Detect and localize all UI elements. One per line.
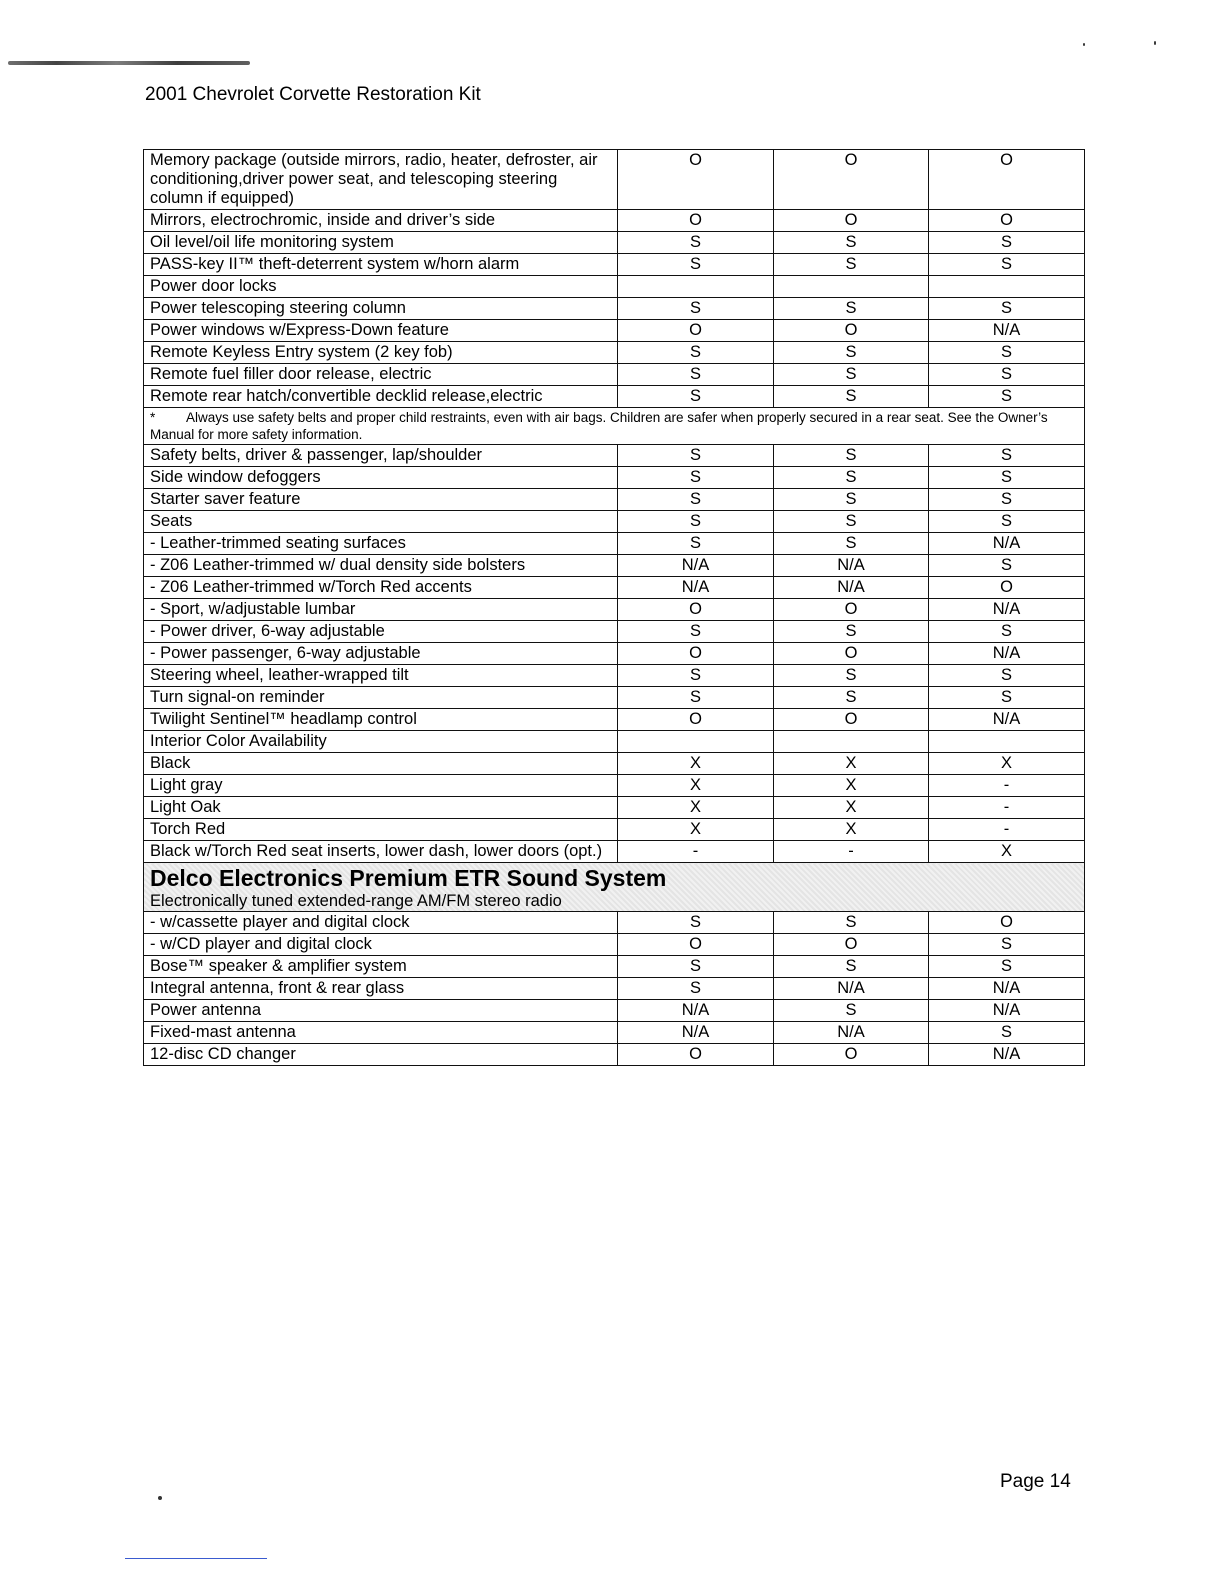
availability-cell-col1: S [618,298,774,320]
availability-cell-col1: O [618,599,774,621]
availability-cell-col3: N/A [929,978,1085,1000]
availability-cell-col2: S [774,386,929,408]
availability-cell-col2 [774,276,929,298]
feature-cell: Black w/Torch Red seat inserts, lower dash, lower doors (opt.) [144,841,618,863]
availability-cell-col1: X [618,753,774,775]
feature-cell: Memory package (outside mirrors, radio, heater, defroster, air conditioning,driver power seat, and telescoping steering column if equipped) [144,150,618,210]
availability-cell-col1: O [618,709,774,731]
bottom-rule [125,1558,267,1559]
document-title: 2001 Chevrolet Corvette Restoration Kit [145,84,481,105]
availability-cell-col3: N/A [929,1000,1085,1022]
feature-cell: Turn signal-on reminder [144,687,618,709]
sound-section-group [144,863,1085,912]
feature-cell: Steering wheel, leather-wrapped tilt [144,665,618,687]
availability-cell-col2: O [774,1044,929,1066]
availability-cell-col2: O [774,599,929,621]
feature-cell: 12-disc CD changer [144,1044,618,1066]
table-row [144,731,1085,753]
availability-cell-col3: S [929,489,1085,511]
feature-cell: Power door locks [144,276,618,298]
availability-cell-col2: S [774,665,929,687]
table-row [144,775,1085,797]
availability-cell-col2: O [774,210,929,232]
feature-cell: Oil level/oil life monitoring system [144,232,618,254]
availability-cell-col1 [618,731,774,753]
availability-cell-col1: X [618,775,774,797]
availability-cell-col1: O [618,1044,774,1066]
table-row [144,210,1085,232]
table-row [144,753,1085,775]
feature-cell: Power windows w/Express-Down feature [144,320,618,342]
availability-cell-col3: N/A [929,1044,1085,1066]
availability-cell-col3: S [929,232,1085,254]
availability-cell-col3 [929,276,1085,298]
availability-cell-col3: S [929,254,1085,276]
feature-cell: - Sport, w/adjustable lumbar [144,599,618,621]
feature-availability-table [143,149,1085,1066]
availability-cell-col1: N/A [618,555,774,577]
table-row [144,1044,1085,1066]
availability-cell-col3: S [929,511,1085,533]
availability-cell-col3: - [929,775,1085,797]
feature-cell: - Leather-trimmed seating surfaces [144,533,618,555]
feature-cell: Fixed-mast antenna [144,1022,618,1044]
availability-cell-col3: N/A [929,320,1085,342]
availability-cell-col2: S [774,912,929,934]
availability-cell-col2: O [774,320,929,342]
availability-cell-col3: O [929,577,1085,599]
table-row [144,956,1085,978]
feature-cell: Bose™ speaker & amplifier system [144,956,618,978]
availability-cell-col3: X [929,841,1085,863]
availability-cell-col3: - [929,797,1085,819]
table-row [144,687,1085,709]
feature-cell: Starter saver feature [144,489,618,511]
availability-cell-col2: S [774,342,929,364]
availability-cell-col1: X [618,819,774,841]
safety-note-text: Always use safety belts and proper child restraints, even with air bags. Children are safer when properly secured in a rear seat. See the Owner’s Manual for more safety information. [150,410,1048,442]
availability-cell-col3: O [929,150,1085,210]
feature-cell: Light Oak [144,797,618,819]
feature-cell: Remote fuel filler door release, electric [144,364,618,386]
table-row [144,797,1085,819]
availability-cell-col2: O [774,643,929,665]
availability-cell-col3: S [929,956,1085,978]
table-row [144,276,1085,298]
table-row [144,555,1085,577]
availability-cell-col3 [929,731,1085,753]
availability-cell-col1: O [618,210,774,232]
feature-cell: - w/cassette player and digital clock [144,912,618,934]
availability-cell-col1: S [618,342,774,364]
feature-cell: Interior Color Availability [144,731,618,753]
table-row [144,511,1085,533]
table-row [144,298,1085,320]
availability-cell-col1: S [618,511,774,533]
table-row [144,445,1085,467]
availability-cell-col3: S [929,934,1085,956]
availability-cell-col3: S [929,1022,1085,1044]
feature-cell: - Z06 Leather-trimmed w/Torch Red accents [144,577,618,599]
availability-cell-col3: O [929,210,1085,232]
scan-speck [1083,43,1085,46]
availability-cell-col2: S [774,467,929,489]
table-row [144,709,1085,731]
availability-cell-col1: S [618,665,774,687]
table-row [144,934,1085,956]
availability-cell-col1: S [618,687,774,709]
availability-cell-col1: S [618,489,774,511]
table-row [144,467,1085,489]
availability-cell-col1: S [618,978,774,1000]
availability-cell-col1: O [618,643,774,665]
availability-cell-col2: S [774,1000,929,1022]
table-group-c [144,912,1085,1066]
availability-cell-col1: S [618,956,774,978]
feature-cell: Remote rear hatch/convertible decklid release,electric [144,386,618,408]
table-row [144,621,1085,643]
availability-cell-col3: S [929,445,1085,467]
feature-cell: Torch Red [144,819,618,841]
table-row [144,254,1085,276]
sound-section-title: Delco Electronics Premium ETR Sound System [150,865,667,891]
availability-cell-col3: S [929,342,1085,364]
availability-cell-col3: N/A [929,599,1085,621]
availability-cell-col2: X [774,753,929,775]
feature-cell: Twilight Sentinel™ headlamp control [144,709,618,731]
availability-cell-col1: S [618,232,774,254]
safety-note [144,408,1085,445]
availability-cell-col3: S [929,687,1085,709]
table-row [144,232,1085,254]
scan-speck [1154,41,1156,45]
note-star: * [150,410,156,425]
availability-cell-col2: S [774,445,929,467]
availability-cell-col2 [774,731,929,753]
availability-cell-col3: O [929,912,1085,934]
feature-cell: - Power passenger, 6-way adjustable [144,643,618,665]
availability-cell-col2: S [774,956,929,978]
availability-cell-col2: S [774,364,929,386]
page-number: Page 14 [1000,1471,1071,1492]
table-row [144,643,1085,665]
availability-cell-col1: S [618,386,774,408]
availability-cell-col3: S [929,621,1085,643]
feature-cell: Integral antenna, front & rear glass [144,978,618,1000]
table-row [144,819,1085,841]
feature-cell: - w/CD player and digital clock [144,934,618,956]
table-row [144,533,1085,555]
feature-cell: Remote Keyless Entry system (2 key fob) [144,342,618,364]
table-row [144,912,1085,934]
table-row [144,386,1085,408]
availability-cell-col3: S [929,665,1085,687]
sound-section-header [144,863,1085,912]
table-row [144,150,1085,210]
availability-cell-col2: X [774,797,929,819]
availability-cell-col3: S [929,555,1085,577]
table-row [144,577,1085,599]
availability-cell-col2: X [774,819,929,841]
table-row [144,489,1085,511]
availability-cell-col2: O [774,150,929,210]
feature-cell: - Power driver, 6-way adjustable [144,621,618,643]
feature-cell: Seats [144,511,618,533]
feature-cell: Safety belts, driver & passenger, lap/shoulder [144,445,618,467]
availability-cell-col3: S [929,467,1085,489]
availability-cell-col2: N/A [774,978,929,1000]
availability-cell-col3: - [929,819,1085,841]
table-row [144,320,1085,342]
availability-cell-col2: S [774,232,929,254]
table-group-a [144,150,1085,408]
feature-cell: Side window defoggers [144,467,618,489]
availability-cell-col2: S [774,621,929,643]
availability-cell-col1: S [618,445,774,467]
availability-cell-col1: S [618,621,774,643]
availability-cell-col1: N/A [618,1000,774,1022]
feature-cell: Black [144,753,618,775]
availability-cell-col3: N/A [929,643,1085,665]
feature-cell: Mirrors, electrochromic, inside and driver’s side [144,210,618,232]
availability-cell-col3: N/A [929,533,1085,555]
feature-cell: PASS-key II™ theft-deterrent system w/horn alarm [144,254,618,276]
feature-cell: Power telescoping steering column [144,298,618,320]
table-note-group [144,408,1085,445]
table-row [144,978,1085,1000]
sound-section-header-row [144,863,1085,912]
availability-cell-col2: S [774,298,929,320]
availability-cell-col2: N/A [774,577,929,599]
availability-cell-col1 [618,276,774,298]
availability-cell-col2: S [774,489,929,511]
availability-cell-col1: S [618,364,774,386]
availability-cell-col3: N/A [929,709,1085,731]
availability-cell-col2: X [774,775,929,797]
availability-cell-col1: - [618,841,774,863]
safety-note-row [144,408,1085,445]
scan-artifact-streak [8,61,250,65]
availability-cell-col2: O [774,709,929,731]
availability-cell-col3: S [929,364,1085,386]
availability-cell-col2: S [774,687,929,709]
scan-speck [158,1496,162,1500]
availability-cell-col2: S [774,511,929,533]
availability-cell-col1: N/A [618,1022,774,1044]
feature-cell: Light gray [144,775,618,797]
availability-cell-col2: S [774,254,929,276]
table-row [144,342,1085,364]
feature-cell: Power antenna [144,1000,618,1022]
availability-cell-col2: O [774,934,929,956]
availability-cell-col1: N/A [618,577,774,599]
availability-cell-col3: S [929,386,1085,408]
table-row [144,1022,1085,1044]
table-row [144,364,1085,386]
availability-cell-col3: S [929,298,1085,320]
availability-cell-col1: O [618,934,774,956]
availability-cell-col1: S [618,912,774,934]
availability-cell-col1: S [618,467,774,489]
availability-cell-col2: N/A [774,555,929,577]
availability-cell-col2: - [774,841,929,863]
table-row [144,1000,1085,1022]
availability-cell-col2: S [774,533,929,555]
availability-cell-col1: S [618,254,774,276]
feature-cell: - Z06 Leather-trimmed w/ dual density side bolsters [144,555,618,577]
availability-cell-col2: N/A [774,1022,929,1044]
table-group-b [144,445,1085,863]
availability-cell-col3: X [929,753,1085,775]
availability-cell-col1: X [618,797,774,819]
table-row [144,665,1085,687]
availability-cell-col1: S [618,533,774,555]
table-row [144,599,1085,621]
table-row [144,841,1085,863]
availability-cell-col1: O [618,320,774,342]
sound-section-subtitle: Electronically tuned extended-range AM/FM stereo radio [150,892,562,910]
availability-cell-col1: O [618,150,774,210]
